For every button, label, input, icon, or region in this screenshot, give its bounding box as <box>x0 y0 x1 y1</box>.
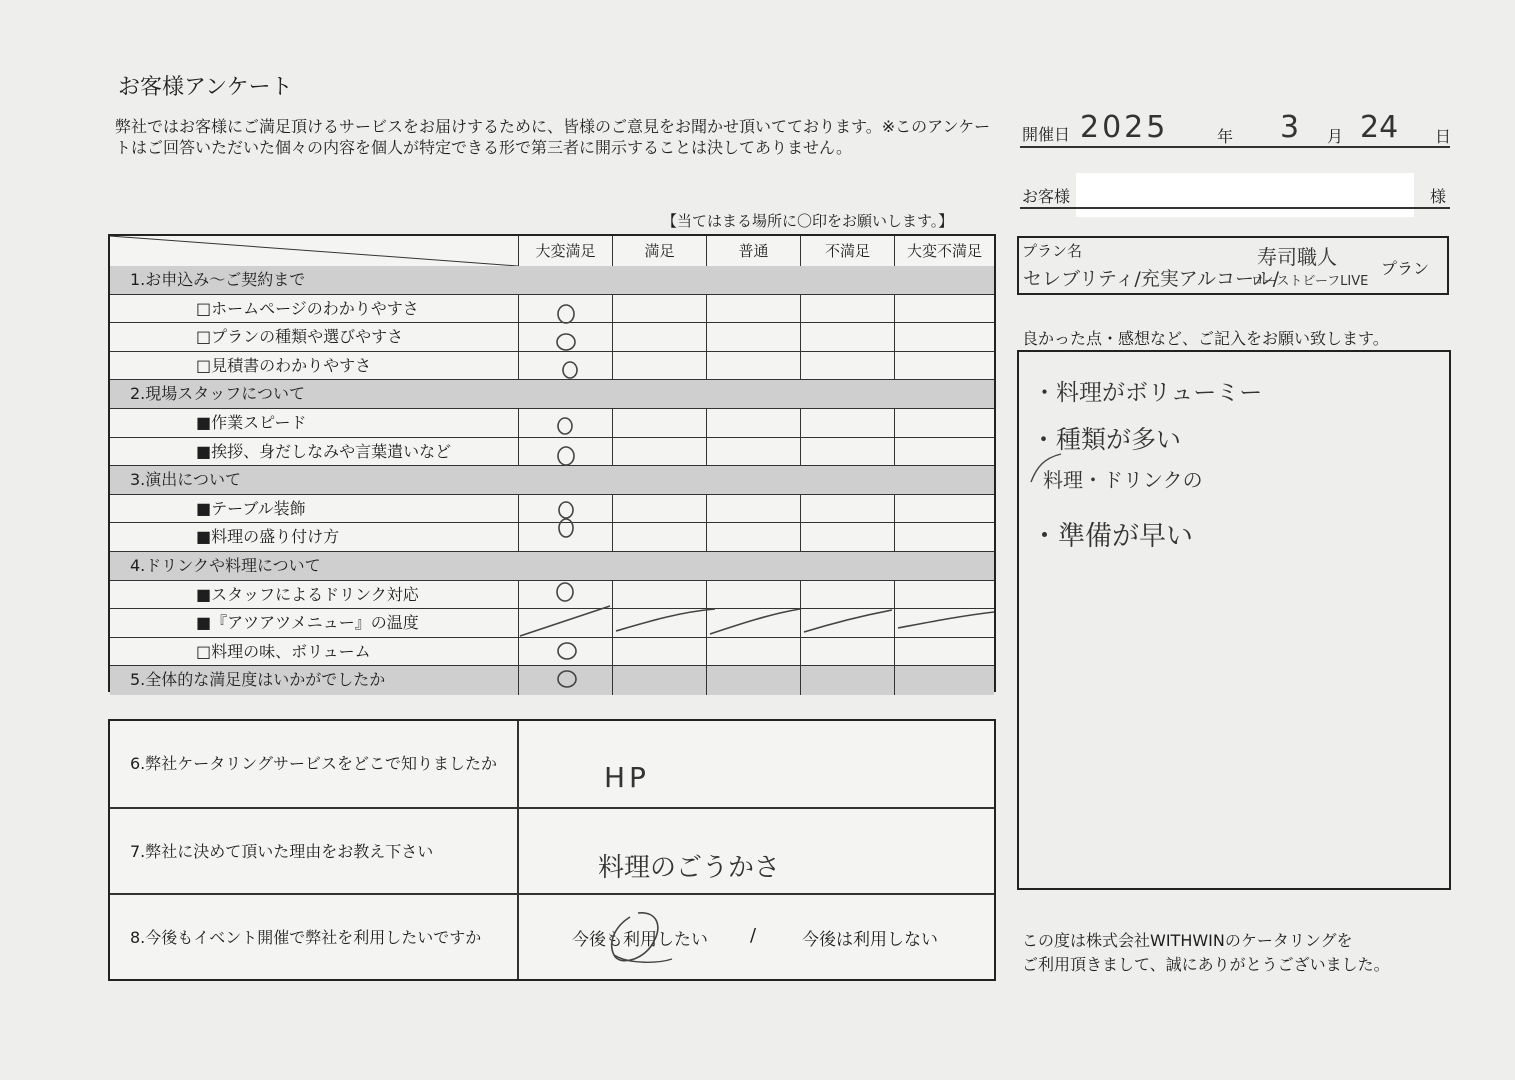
comment-prompt: 良かった点・感想など、ご記入をお願い致します。 <box>1022 329 1389 348</box>
plan-suffix: プラン <box>1381 259 1430 278</box>
footer-line-2: ご利用頂きまして、誠にありがとうございました。 <box>1022 955 1390 974</box>
table-row <box>110 581 994 610</box>
col-dissatisfied: 不満足 <box>800 236 894 266</box>
table-row <box>110 552 994 581</box>
rating-table <box>108 234 996 692</box>
row-label: ■スタッフによるドリンク対応 <box>196 584 419 604</box>
table-row <box>110 638 994 667</box>
option-yes: 今後も利用したい <box>572 930 708 950</box>
comment-line-2: ・種類が多い <box>1031 425 1182 454</box>
row-label: ■テーブル装飾 <box>196 498 306 518</box>
date-day: 24 <box>1360 110 1399 145</box>
customer-underline <box>1020 207 1450 209</box>
section-label: 3.演出について <box>130 470 241 490</box>
month-unit: 月 <box>1327 127 1344 146</box>
row-label: ■『アツアツメニュー』の温度 <box>196 613 419 633</box>
plan-name-part1: セレブリティ/充実アルコール/ <box>1023 268 1280 290</box>
row-label: ■挨拶、身だしなみや言葉遣いなど <box>196 441 452 461</box>
header-diagonal <box>110 236 518 266</box>
plan-box <box>1017 236 1449 295</box>
table-row <box>110 495 994 524</box>
table-row <box>110 666 994 695</box>
question-7-label: 7.弊社に決めて頂いた理由をお教え下さい <box>130 842 434 861</box>
col-satisfied: 満足 <box>612 236 706 266</box>
question-8-label: 8.今後もイベント開催で弊社を利用したいですか <box>130 928 482 947</box>
section-label: 2.現場スタッフについて <box>130 384 305 404</box>
date-year: 2025 <box>1080 110 1169 145</box>
table-header <box>110 236 994 267</box>
circle-mark <box>600 907 680 977</box>
comment-line-4: ・準備が早い <box>1031 521 1193 552</box>
question-row-8 <box>110 893 994 979</box>
table-row <box>110 438 994 467</box>
plan-name-part3: ローストビーフLIVE <box>1251 274 1369 289</box>
option-no: 今後は利用しない <box>802 930 938 950</box>
footer-line-1: この度は株式会社WITHWINのケータリングを <box>1022 931 1353 950</box>
table-row <box>110 380 994 409</box>
row-label: ■作業スピード <box>196 413 307 432</box>
customer-suffix: 様 <box>1430 187 1447 206</box>
option-separator: / <box>750 925 757 946</box>
date-label: 開催日 <box>1022 125 1071 144</box>
date-underline <box>1020 146 1450 148</box>
day-unit: 日 <box>1435 127 1452 146</box>
table-row <box>110 295 994 324</box>
comment-line-1: ・料理がボリューミー <box>1033 380 1263 406</box>
plan-name-part2: 寿司職人 <box>1257 245 1337 269</box>
table-row <box>110 523 994 552</box>
table-row <box>110 266 994 295</box>
table-row <box>110 352 994 381</box>
section-label: 1.お申込み～ご契約まで <box>130 270 306 289</box>
table-row <box>110 409 994 438</box>
comment-line-3: 料理・ドリンクの <box>1043 468 1203 492</box>
row-label: □ホームページのわかりやすさ <box>196 298 419 318</box>
year-unit: 年 <box>1217 127 1234 146</box>
col-very-dissatisfied: 大変不満足 <box>894 236 994 266</box>
instruction: 【当てはまる場所に〇印をお願いします。】 <box>662 212 954 230</box>
table-row <box>110 466 994 495</box>
question-row-7 <box>110 807 994 893</box>
row-label: □見積書のわかりやすさ <box>196 355 372 375</box>
question-row-6 <box>110 721 994 807</box>
page-title: お客様アンケート <box>118 75 293 100</box>
table-row <box>110 609 994 638</box>
table-row <box>110 323 994 352</box>
customer-label: お客様 <box>1022 187 1071 206</box>
plan-label: プラン名 <box>1022 242 1083 260</box>
section-label: 4.ドリンクや料理について <box>130 556 321 575</box>
question-7-answer: 料理のごうかさ <box>598 853 781 883</box>
question-6-answer: HP <box>604 761 650 794</box>
col-neutral: 普通 <box>706 236 800 266</box>
intro-text: 弊社ではお客様にご満足頂けるサービスをお届けするために、皆様のご意見をお聞かせ頂いてております。※このアンケートはご回答いただいた個々の内容を個人が特定できる形で第三者に開示することは決してありません。 <box>115 117 991 157</box>
row-label: ■料理の盛り付け方 <box>196 527 340 547</box>
comment-box <box>1017 350 1451 890</box>
question-table <box>108 719 996 981</box>
question-6-label: 6.弊社ケータリングサービスをどこで知りましたか <box>130 754 497 773</box>
section-label: 5.全体的な満足度はいかがでしたか <box>130 670 386 690</box>
date-month: 3 <box>1280 110 1300 145</box>
bracket-mark <box>1027 446 1067 486</box>
redaction-box <box>1076 173 1414 217</box>
col-very-satisfied: 大変満足 <box>518 236 612 266</box>
row-label: □料理の味、ボリューム <box>196 641 371 661</box>
row-label: □プランの種類や選びやすさ <box>196 327 404 347</box>
